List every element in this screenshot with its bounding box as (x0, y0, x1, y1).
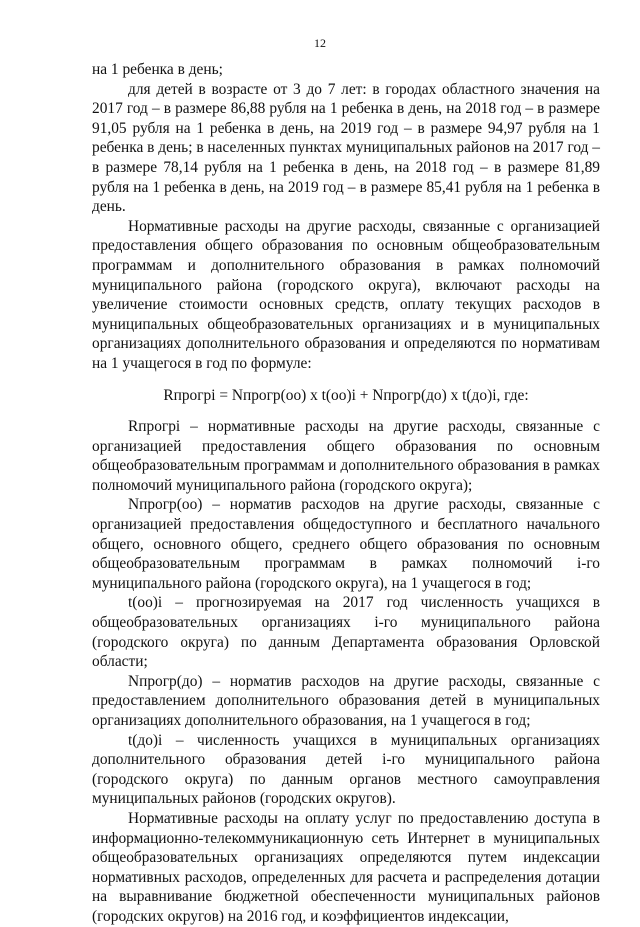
definition-nprogr-oo: Nпрогр(оо) – норматив расходов на другие расходы, связанные с организацией предоставления общедоступного и бесплатного начального общего, основного общего, среднего общего образования по основным общеобразовательным программам в рамках полномочий i-го муниципального района (городского округа), на 1 учащегося в год; (92, 496, 600, 592)
formula: Rпрогрi = Nпрогр(оо) x t(оо)i + Nпрогр(до) x t(до)i, где: (163, 386, 529, 404)
paragraph-other-expenses: Нормативные расходы на другие расходы, связанные с организацией предоставления общего образования по основным общеобразовательным программам и дополнительного образования в рамках полномочий муниципального района (городского округа), включают расходы на увеличение стоимости основных средств, оплату текущих расходов в муниципальных общеобразовательных организациях и в муниципальных организациях дополнительного образования и определяются по нормативам на 1 учащегося в год по формуле: (92, 217, 600, 372)
paragraph-preschool-rates: для детей в возрасте от 3 до 7 лет: в городах областного значения на 2017 год – в размере 86,88 рубля на 1 ребенка в день, на 2018 год – в размере 91,05 рубля на 1 ребенка в день, на 2019 год – в размере 94,97 рубля на 1 ребенка в день; в населенных пунктах муниципальных районов на 2017 год – в размере 78,14 рубля на 1 ребенка в день, на 2018 год – в размере 81,89 рубля на 1 ребенка в день, на 2019 год – в размере 85,41 рубля на 1 ребенка в день. (92, 80, 600, 216)
paragraph-internet-expenses: Нормативные расходы на оплату услуг по предоставлению доступа в информационно-телекоммуникационную сеть Интернет в муниципальных общеобразовательных организациях определяются путем индексации нормативных расходов, определенных для расчета и распределения дотации на выравнивание бюджетной обеспеченности муниципальных районов (городских округов) на 2016 год, и коэффициентов индексации, (92, 809, 600, 925)
paragraph-continuation: на 1 ребенка в день; (92, 61, 223, 78)
definition-rprogr: Rпрогрi – нормативные расходы на другие расходы, связанные с организацией предоставления общего образования по основным общеобразовательным программам и дополнительного образования в рамках полномочий муниципального района (городского округа); (92, 418, 600, 494)
page-number: 12 (314, 36, 326, 50)
definition-t-oo: t(оо)i – прогнозируемая на 2017 год численность учащихся в общеобразовательных организациях i-го муниципального района (городского округа) по данным Департамента образования Орловской области; (92, 594, 600, 671)
definition-t-do: t(до)i – численность учащихся в муниципальных организациях дополнительного образования детей i-го муниципального района (городского округа) по данным органов местного самоуправления муниципальных районов (городских округов). (92, 731, 600, 808)
document-body (92, 60, 600, 927)
definition-nprogr-do: Nпрогр(до) – норматив расходов на другие расходы, связанные с предоставлением дополнительного образования детей в муниципальных организациях дополнительного образования, на 1 учащегося в год; (92, 672, 600, 729)
